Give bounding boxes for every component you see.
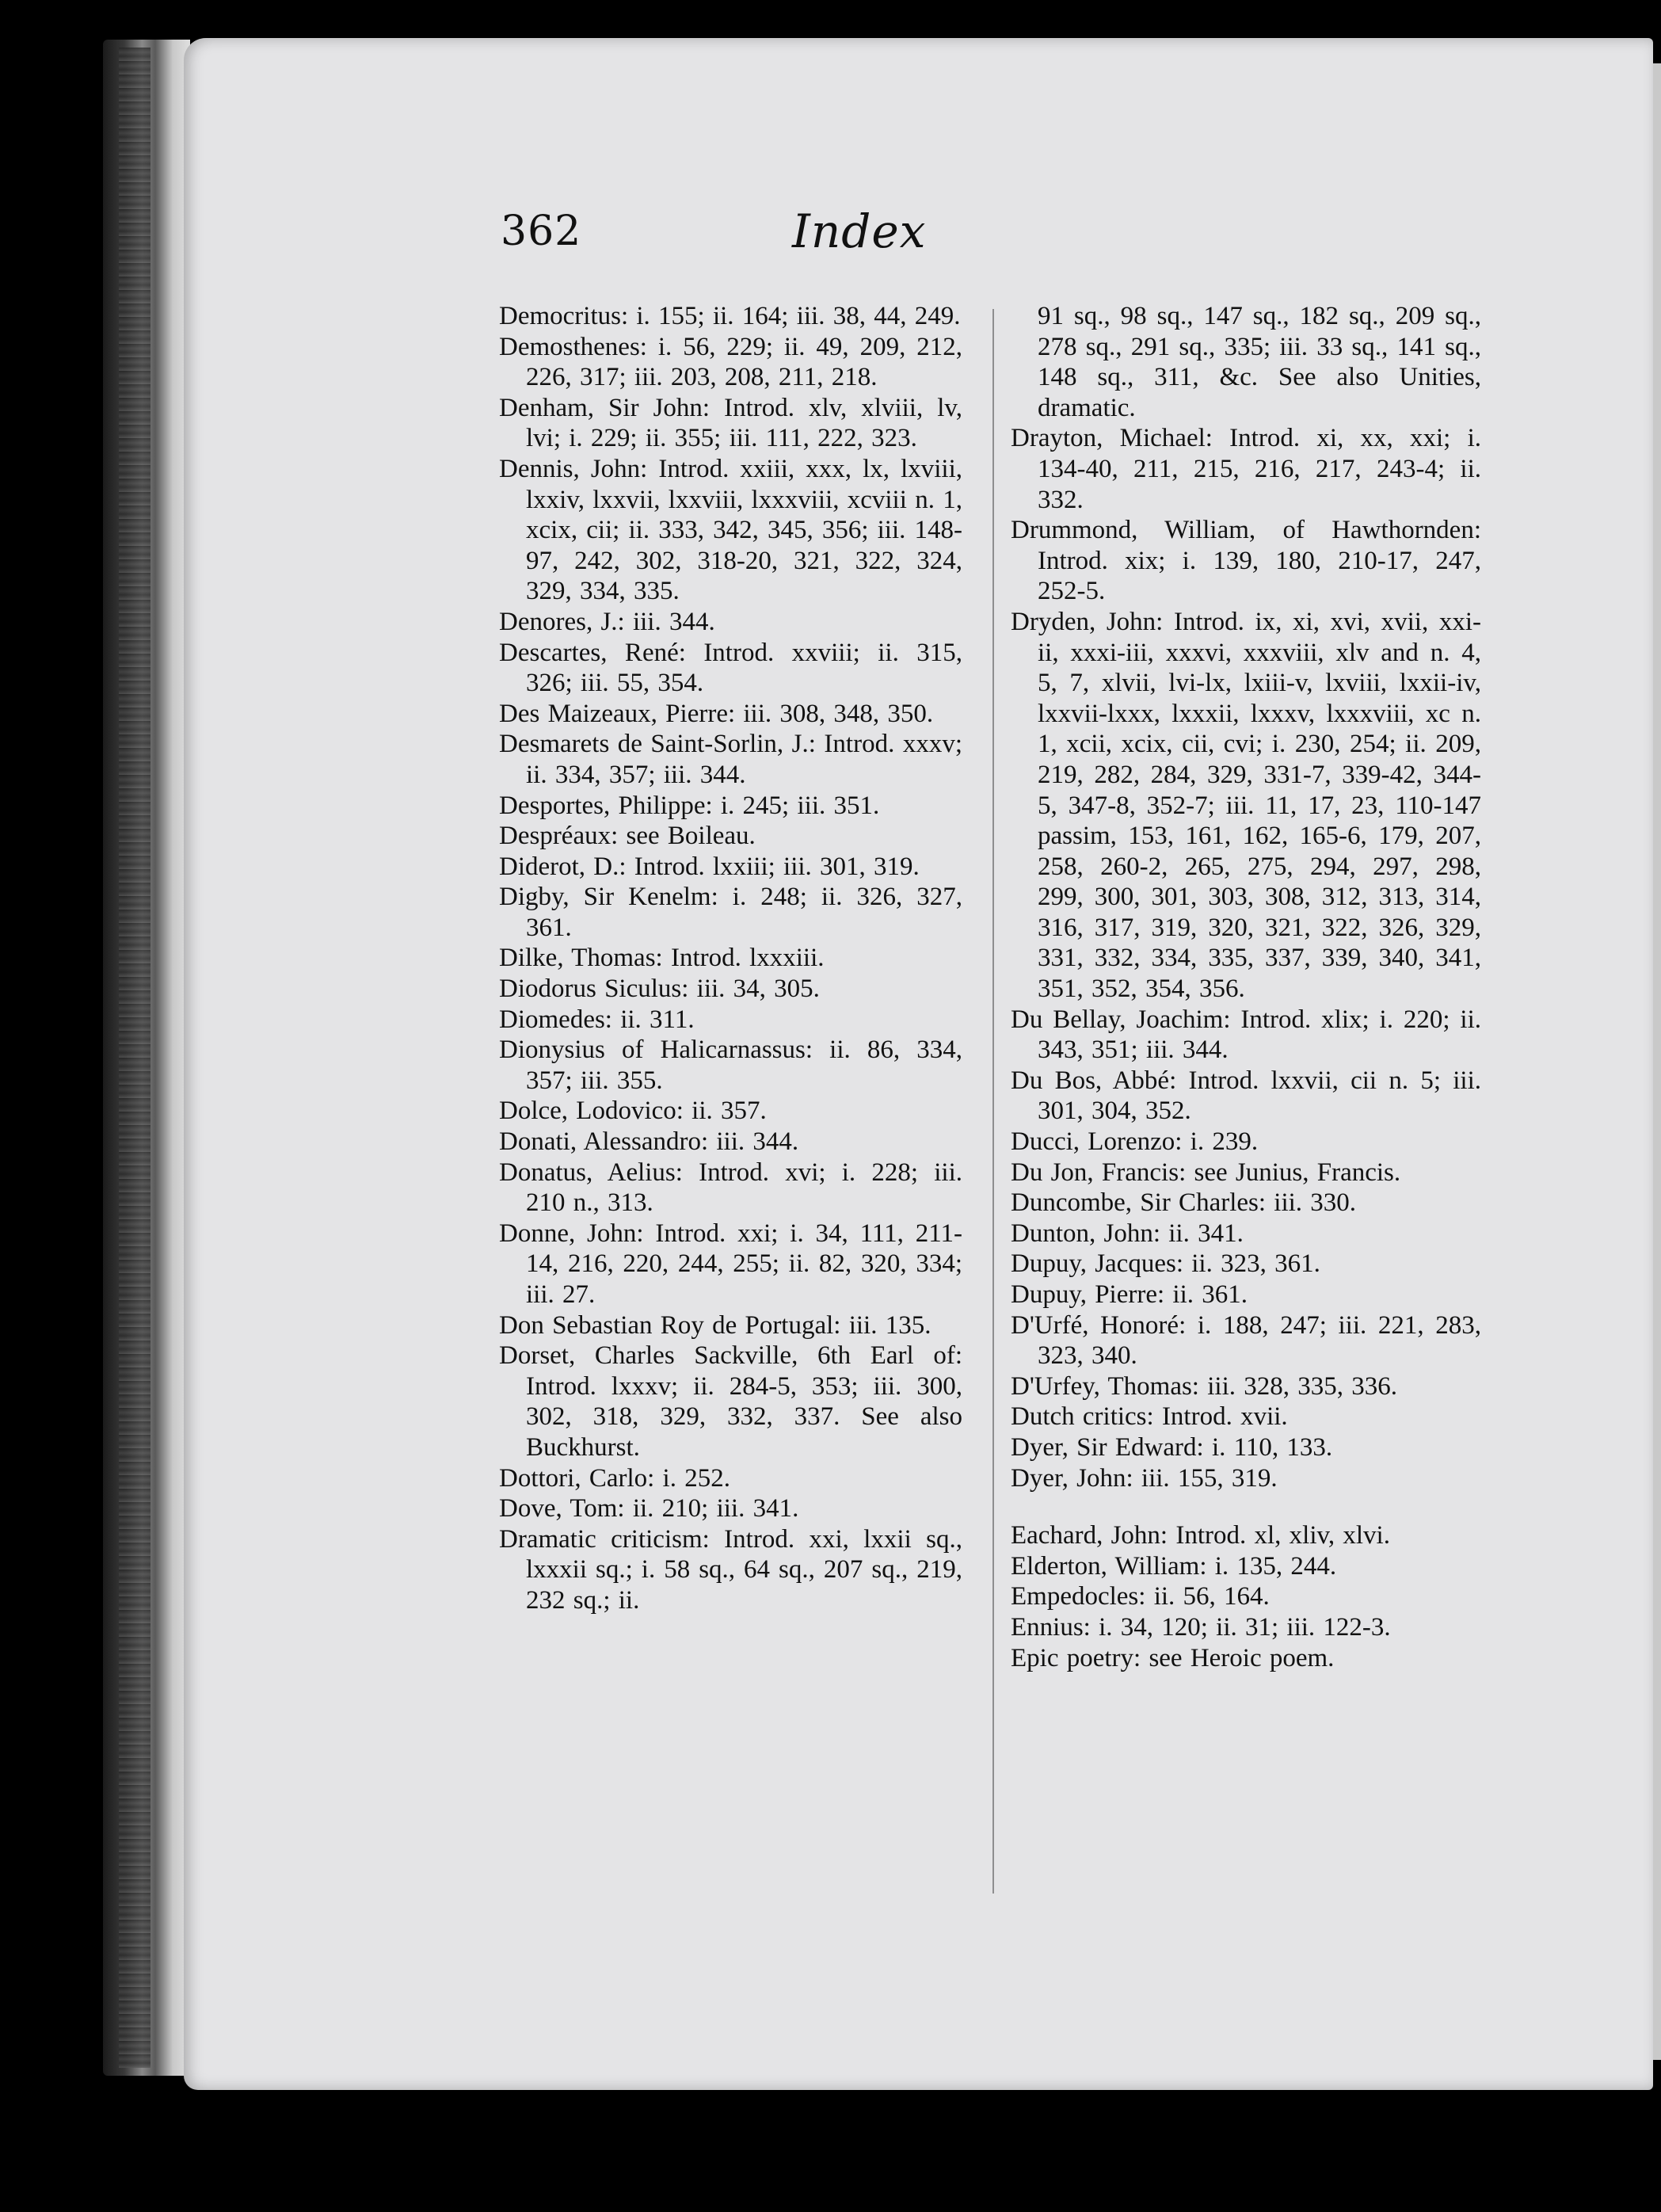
index-entry: Digby, Sir Kenelm: i. 248; ii. 326, 327, 361. <box>499 883 962 942</box>
page-title: Index <box>792 204 927 258</box>
index-entry: Du Bos, Abbé: Introd. lxxvii, cii n. 5; iii. 301, 304, 352. <box>1011 1066 1481 1126</box>
index-entry: Denham, Sir John: Introd. xlv, xlviii, lv, lvi; i. 229; ii. 355; iii. 111, 222, 323. <box>499 393 962 453</box>
index-entry: Dutch critics: Introd. xvii. <box>1011 1402 1288 1432</box>
index-entry: Donati, Alessandro: iii. 344. <box>499 1127 799 1157</box>
index-entry: Drayton, Michael: Introd. xi, xx, xxi; i. 134-40, 211, 215, 216, 217, 243-4; ii. 332. <box>1011 424 1481 514</box>
index-entry: Desmarets de Saint-Sorlin, J.: Introd. xxxv; ii. 334, 357; iii. 344. <box>499 730 962 789</box>
book-edge-shadow <box>119 48 150 2068</box>
index-entry: Dupuy, Jacques: ii. 323, 361. <box>1011 1249 1320 1279</box>
index-entry: Diodorus Siculus: iii. 34, 305. <box>499 974 820 1004</box>
index-entry: Ennius: i. 34, 120; ii. 31; iii. 122-3. <box>1011 1612 1391 1642</box>
index-entry: Descartes, René: Introd. xxviii; ii. 315, 326; iii. 55, 354. <box>499 638 962 698</box>
index-entry: Don Sebastian Roy de Portugal: iii. 135. <box>499 1310 931 1340</box>
index-entry-continued: 91 sq., 98 sq., 147 sq., 182 sq., 209 sq., 278 sq., 291 sq., 335; iii. 33 sq., 141 sq., 148 sq., 311, &c. See also Unities, dramatic. <box>1038 302 1481 422</box>
index-entry: Democritus: i. 155; ii. 164; iii. 38, 44, 249. <box>499 302 961 330</box>
index-entry: Dunton, John: ii. 341. <box>1011 1219 1244 1248</box>
index-entry: Elderton, William: i. 135, 244. <box>1011 1551 1337 1581</box>
index-entry: D'Urfey, Thomas: iii. 328, 335, 336. <box>1011 1371 1397 1401</box>
index-entry: Dilke, Thomas: Introd. lxxxiii. <box>499 944 825 973</box>
index-entry: Dryden, John: Introd. ix, xi, xvi, xvii, xxi-ii, xxxi-iii, xxxvi, xxxviii, xlv and n. 4, 5, 7, xlvii, lvi-lx, lxiii-v, lxviii, lxxii-iv, lxxvii-lxxx, lxxxii, lxxxv, lxxxviii, xc n. 1, xcii, xcix, cii, cvi; i. 230, 254; ii. 209, 219, 282, 284, 329, 331-7, 339-42, 344-5, 347-8, 352-7; iii. 11, 17, 23, 110-147 passim, 153, 161, 162, 165-6, 179, 207, 258, 260-2, 265, 275, 294, 297, 298, 299, 300, 301, 303, 308, 312, 313, 314, 316, 317, 319, 320, 321, 322, 326, 329, 331, 332, 334, 335, 337, 339, 340, 341, 351, 352, 354, 356. <box>1011 607 1481 1004</box>
index-entry: Dorset, Charles Sackville, 6th Earl of: Introd. lxxxv; ii. 284-5, 353; iii. 300, 302, 318, 329, 332, 337. See also Buckhurst. <box>499 1341 962 1462</box>
index-entry: Denores, J.: iii. 344. <box>499 607 715 636</box>
index-entry: Desportes, Philippe: i. 245; iii. 351. <box>499 791 880 820</box>
index-entry: Despréaux: see Boileau. <box>499 822 756 851</box>
index-column-right <box>1011 301 1481 1673</box>
page-number: 362 <box>501 208 582 255</box>
index-entry: Ducci, Lorenzo: i. 239. <box>1011 1127 1259 1157</box>
index-entry: Dionysius of Halicarnassus: ii. 86, 334, 357; iii. 355. <box>499 1035 962 1095</box>
index-entry: Duncombe, Sir Charles: iii. 330. <box>1011 1188 1357 1218</box>
index-entry: Epic poetry: see Heroic poem. <box>1011 1643 1335 1672</box>
index-entry: Empedocles: ii. 56, 164. <box>1011 1582 1270 1611</box>
index-entry: Dennis, John: Introd. xxiii, xxx, lx, lxviii, lxxiv, lxxvii, lxxviii, lxxxviii, xcviii n. 1, xcix, cii; ii. 333, 342, 345, 356; iii. 148-97, 242, 302, 318-20, 321, 322, 324, 329, 334, 335. <box>499 454 962 606</box>
index-entry: Dolce, Lodovico: ii. 357. <box>499 1096 767 1126</box>
index-entry: Dyer, Sir Edward: i. 110, 133. <box>1011 1432 1333 1462</box>
index-entry: Eachard, John: Introd. xl, xliv, xlvi. <box>1011 1521 1390 1550</box>
column-divider <box>992 309 994 1894</box>
index-entry: Dove, Tom: ii. 210; iii. 341. <box>499 1494 799 1524</box>
index-entry: Drummond, William, of Hawthornden: Introd. xix; i. 139, 180, 210-17, 247, 252-5. <box>1011 516 1481 606</box>
index-entry: Des Maizeaux, Pierre: iii. 308, 348, 350. <box>499 699 934 728</box>
index-column-left <box>499 301 962 1616</box>
index-entry: Dramatic criticism: Introd. xxi, lxxii sq., lxxxii sq.; i. 58 sq., 64 sq., 207 sq., 219, 232 sq.; ii. <box>499 1524 962 1615</box>
index-entry: Dupuy, Pierre: ii. 361. <box>1011 1280 1248 1309</box>
index-entry: Diomedes: ii. 311. <box>499 1005 695 1034</box>
index-entry: Donne, John: Introd. xxi; i. 34, 111, 211-14, 216, 220, 244, 255; ii. 82, 320, 334; iii. 27. <box>499 1219 962 1309</box>
index-entry: Dyer, John: iii. 155, 319. <box>1011 1463 1278 1493</box>
index-entry: Dottori, Carlo: i. 252. <box>499 1463 730 1493</box>
index-entry: Du Bellay, Joachim: Introd. xlix; i. 220; ii. 343, 351; iii. 344. <box>1011 1005 1481 1065</box>
index-entry: Demosthenes: i. 56, 229; ii. 49, 209, 212, 226, 317; iii. 203, 208, 211, 218. <box>499 332 962 392</box>
index-entry: D'Urfé, Honoré: i. 188, 247; iii. 221, 283, 323, 340. <box>1011 1310 1481 1371</box>
index-entry: Donatus, Aelius: Introd. xvi; i. 228; iii. 210 n., 313. <box>499 1157 962 1218</box>
index-entry: Diderot, D.: Introd. lxxiii; iii. 301, 319. <box>499 852 920 881</box>
index-entry: Du Jon, Francis: see Junius, Francis. <box>1011 1157 1401 1187</box>
